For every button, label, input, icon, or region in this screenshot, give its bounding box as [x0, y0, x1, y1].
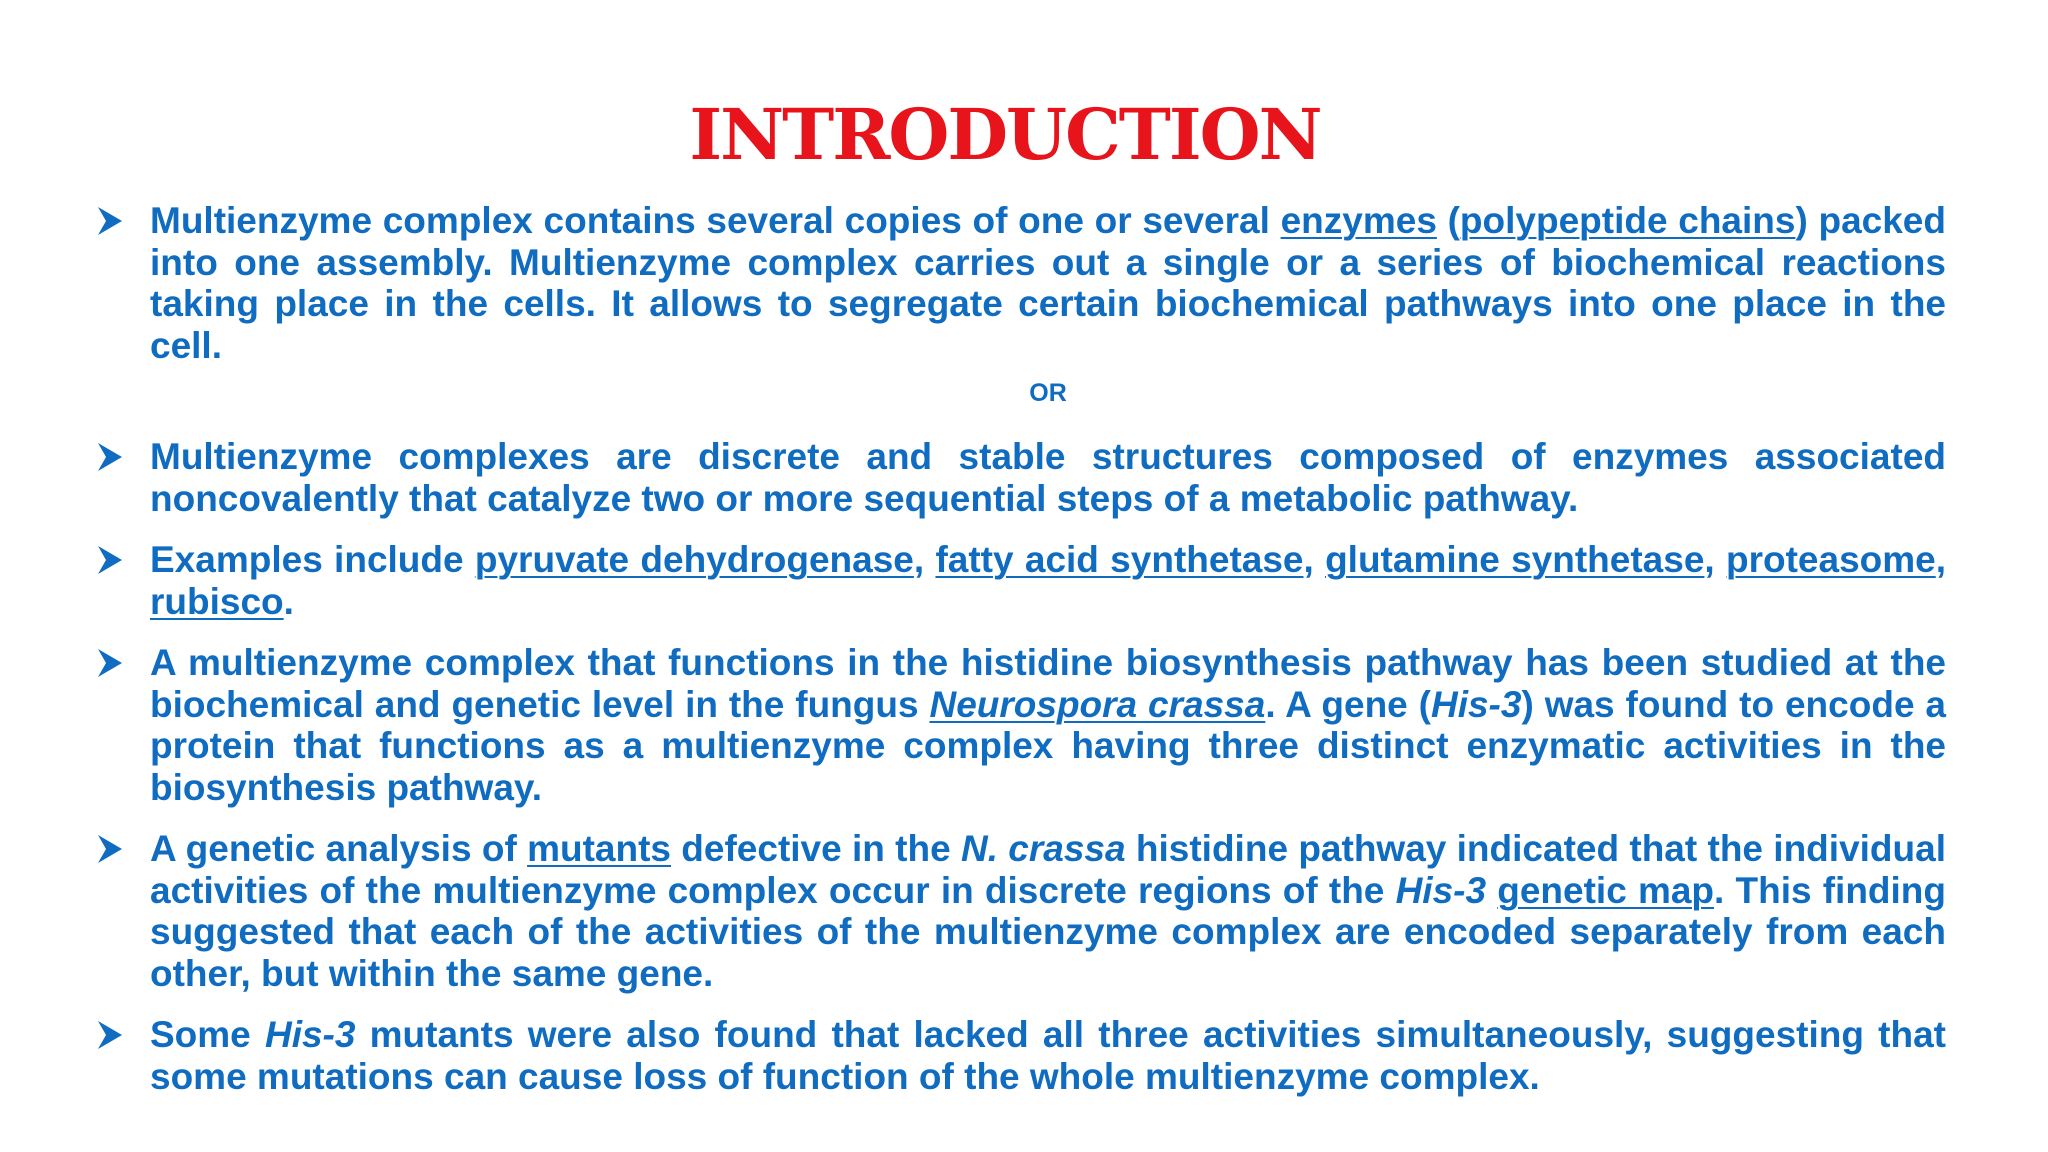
bullet-4-text: A multienzyme complex that functions in the histidine biosynthesis pathway has been studied at the biochemical and genetic level in the fungus: [150, 642, 1946, 725]
bullet-5-text: defective in the: [670, 828, 961, 869]
link-fatty-acid-synthetase[interactable]: fatty acid synthetase: [935, 539, 1304, 580]
bullet-3-text: ,: [913, 539, 936, 580]
bullet-6-text: Some: [150, 1014, 265, 1055]
link-glutamine-synthetase[interactable]: glutamine synthetase: [1325, 539, 1705, 580]
link-polypeptide-chains[interactable]: polypeptide chains: [1459, 200, 1796, 241]
link-pyruvate-dehydrogenase[interactable]: pyruvate dehydrogenase: [474, 539, 914, 580]
bullet-item-3: [96, 539, 1946, 622]
link-genetic-map[interactable]: genetic map: [1497, 869, 1715, 911]
arrowhead-bullet-icon: [96, 832, 124, 866]
arrowhead-bullet-icon: [96, 440, 124, 474]
bullet-3-text: ,: [1303, 539, 1326, 580]
bullet-1-text: Multienzyme complex contains several copies of one or several: [150, 200, 1281, 241]
arrowhead-bullet-icon: [96, 543, 124, 577]
link-enzymes[interactable]: enzymes: [1280, 200, 1437, 241]
bullet-3-text: .: [283, 580, 294, 622]
gene-name-his-3: His-3: [1395, 869, 1487, 911]
bullet-5-text: . This finding suggested that each of the activities of the multienzyme complex are encoded separately from each other, but within the same gene.: [150, 869, 1947, 994]
bullet-6-text: mutants were also found that lacked all three activities simultaneously, suggesting that some mutations can cause loss of function of the whole multienzyme complex.: [150, 1014, 1946, 1097]
bullet-item-2: [96, 436, 1946, 519]
link-neurospora-crassa[interactable]: Neurospora crassa: [929, 683, 1266, 725]
bullet-4-text: ) was found to encode a protein that functions as a multienzyme complex having three distinct enzymatic activities in the biosynthesis pathway.: [150, 683, 1947, 808]
bullet-2-text: Multienzyme complexes are discrete and stable structures composed of enzymes associated noncovalently that catalyze two or more sequential steps of a metabolic pathway.: [150, 436, 1946, 519]
bullet-3-text: ,: [1704, 539, 1726, 580]
bullet-4-text: . A gene (: [1265, 683, 1431, 725]
bullet-5-text: histidine pathway indicated that the individual activities of the multienzyme complex occur in discrete regions of the: [150, 828, 1946, 911]
bullet-item-4: [96, 642, 1946, 808]
arrowhead-bullet-icon: [96, 1018, 124, 1052]
link-mutants[interactable]: mutants: [527, 828, 671, 869]
bullet-1-text: ) packed into one assembly. Multienzyme complex carries out a single or a series of biochemical reactions taking place in the cells. It allows to segregate certain biochemical pathways into one place in the cell.: [150, 200, 1946, 366]
bullet-5-text: A genetic analysis of: [150, 828, 528, 869]
arrowhead-bullet-icon: [96, 204, 124, 238]
arrowhead-bullet-icon: [96, 646, 124, 680]
gene-name-his-3: His-3: [1430, 683, 1522, 725]
slide-title: INTRODUCTION: [689, 93, 1321, 176]
link-proteasome[interactable]: proteasome: [1726, 539, 1936, 580]
bullet-5-text: [1486, 870, 1497, 911]
bullet-list: [96, 200, 1946, 1097]
gene-name-his-3: His-3: [264, 1014, 356, 1055]
bullet-item-1: [96, 200, 1946, 366]
bullet-3-text: ,: [1935, 539, 1947, 580]
bullet-item-5: [96, 828, 1946, 994]
or-separator: OR: [1029, 379, 1067, 407]
link-rubisco[interactable]: rubisco: [150, 580, 284, 622]
species-name-n-crassa: N. crassa: [961, 828, 1126, 869]
bullet-item-6: [96, 1014, 1946, 1097]
bullet-3-text: Examples include: [150, 539, 475, 580]
bullet-1-text: (: [1436, 200, 1460, 241]
